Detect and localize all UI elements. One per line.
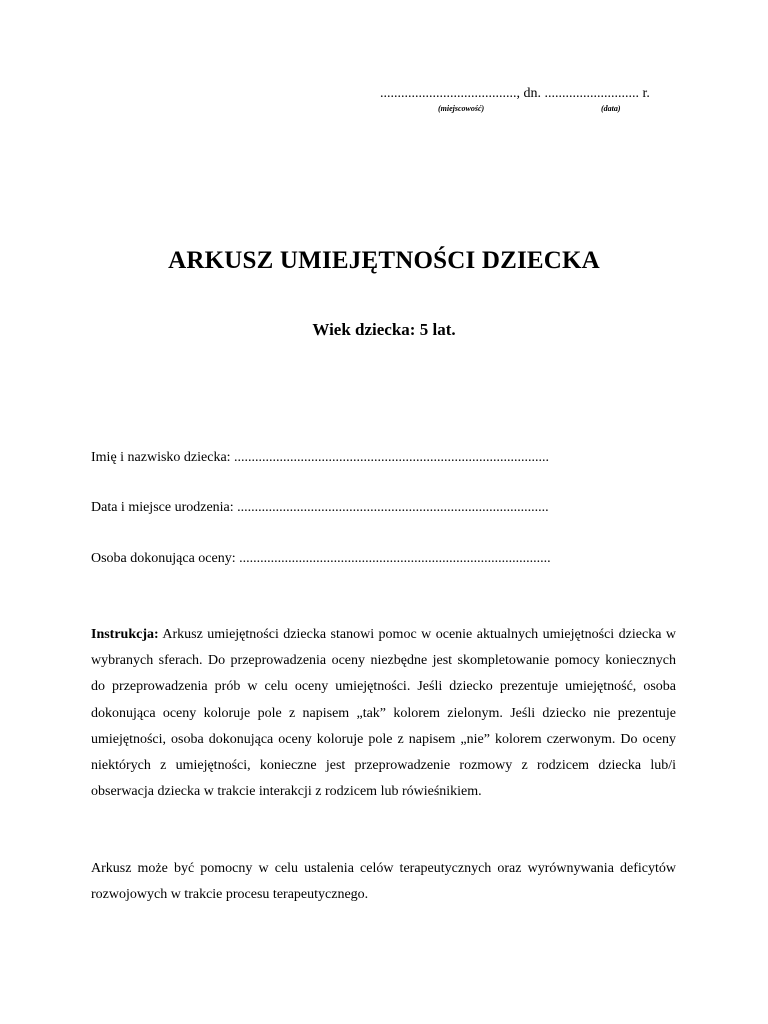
birth-date-place-field: Data i miejsce urodzenia: ......................................................................................... [91,500,549,515]
assessor-field: Osoba dokonująca oceny: ......................................................................................... [91,551,551,566]
instructions-label: Instrukcja: [91,627,159,642]
child-age-subtitle: Wiek dziecka: 5 lat. [312,320,456,339]
child-name-field: Imię i nazwisko dziecka: .......................................................................................... [91,450,550,465]
instructions-paragraph [91,622,676,805]
purpose-paragraph: Arkusz może być pomocny w celu ustalenia celów terapeutycznych oraz wyrównywania deficytów rozwojowych w trakcie procesu terapeutycznego. [91,861,676,903]
instructions-text: Arkusz umiejętności dziecka stanowi pomoc w ocenie aktualnych umiejętności dziecka w wybranych sferach. Do przeprowadzenia oceny niezbędne jest skompletowanie pomocy koniecznych do przeprowadzenia prób w celu oceny umiejętności. Jeśli dziecko prezentuje umiejętność, osoba dokonująca oceny koloruje pole z napisem „tak” kolorem zielonym. Jeśli dziecko nie prezentuje umiejętności, osoba dokonująca oceny koloruje pole z napisem „nie” kolorem czerwonym. Do oceny niektórych z umiejętności, konieczne jest przeprowadzenie rozmowy z rodzicem dziecka lub/i obserwacja dziecka w trakcie interakcji z rodzicem lub rówieśnikiem. [91,627,676,800]
place-date-line: ......................................., dn. ........................... r. [380,86,650,101]
document-title: ARKUSZ UMIEJĘTNOŚCI DZIECKA [168,247,600,274]
date-caption: (data) [601,104,621,113]
place-caption: (miejscowość) [438,104,485,113]
